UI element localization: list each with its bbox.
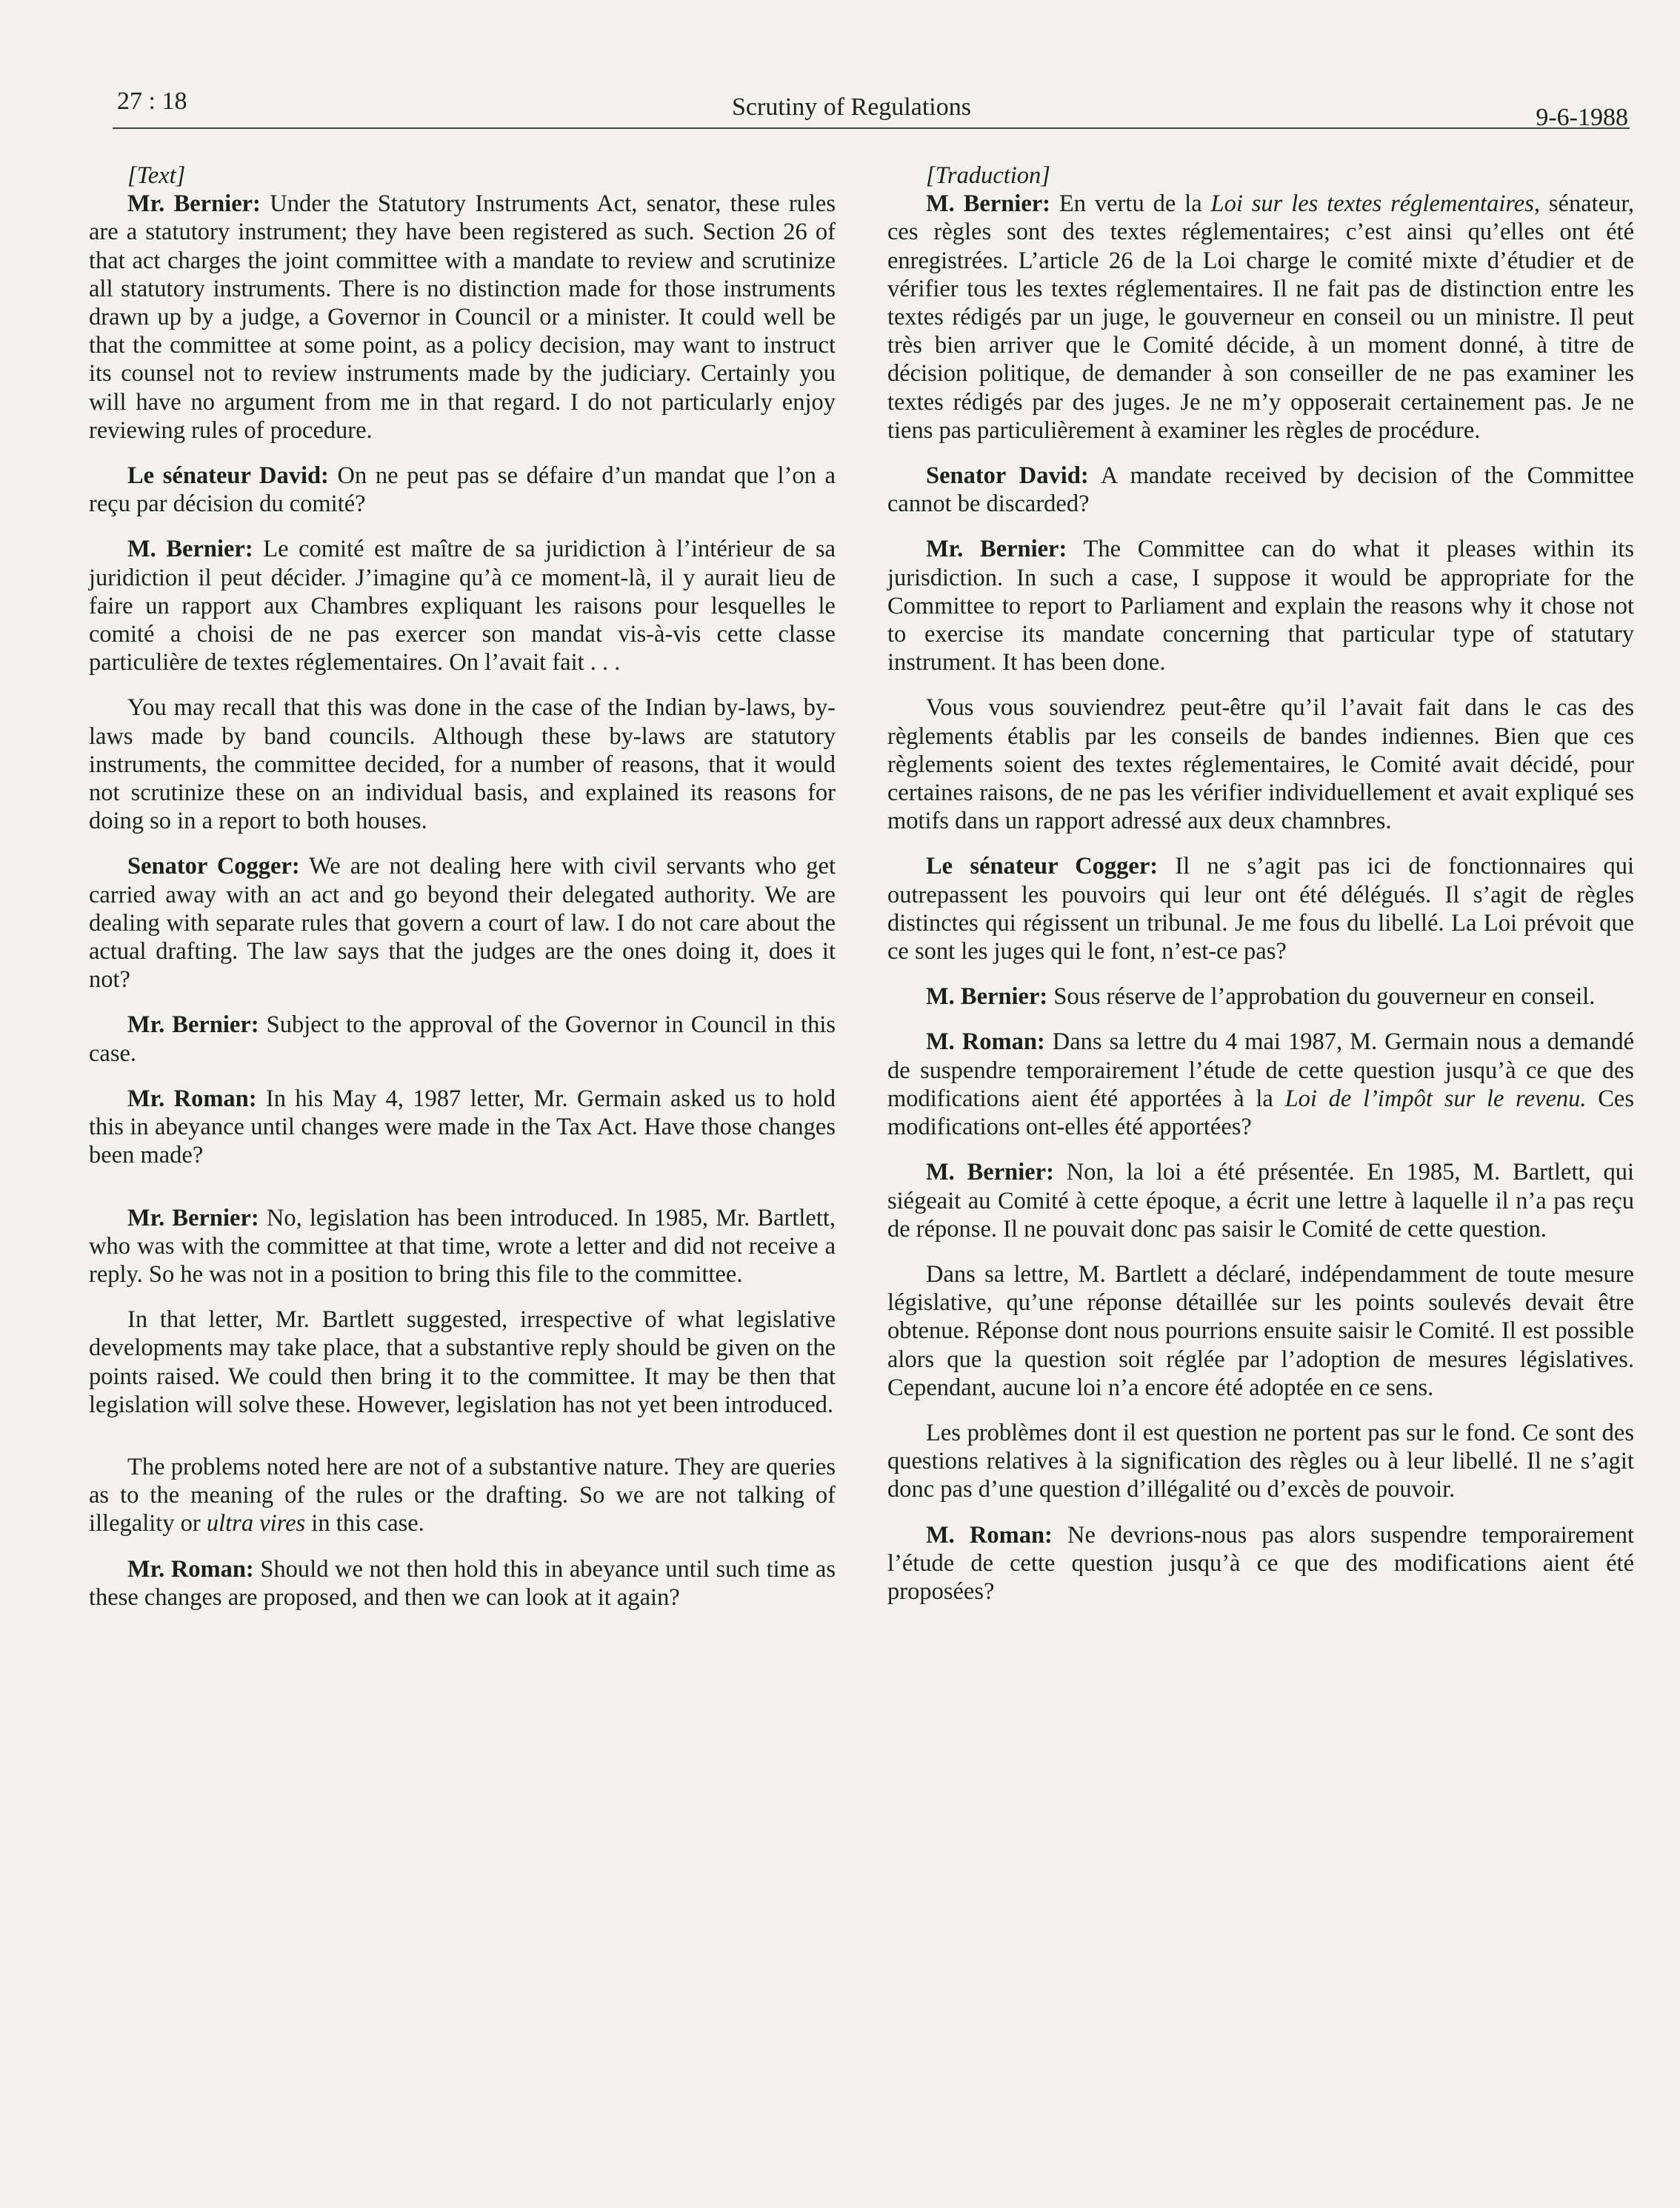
speaker: Mr. Bernier:: [127, 1011, 259, 1039]
french-column: [887, 162, 1634, 1623]
speaker: M. Bernier:: [127, 536, 253, 563]
page-number: 27 : 18: [117, 87, 187, 115]
paragraph: M. Bernier: Non, la loi a été présentée. En 1985, M. Bartlett, qui siégeait au Comité à cette époque, a écrit une lettre à laquelle il n’a pas reçu de réponse. Il ne pouvait donc pas saisir le Comité de cette question.: [887, 1159, 1634, 1243]
speaker: Le sénateur David:: [127, 462, 329, 490]
paragraph: You may recall that this was done in the case of the Indian by-laws, by-laws made by band councils. Although these by-laws are statutory instruments, the committee decided, for a number of reasons, that it would not scrutinize these on an individual basis, and explained its reasons for doing so in a report to both houses.: [89, 694, 836, 835]
page-header: [0, 0, 1680, 141]
speaker: Senator David:: [926, 462, 1089, 490]
speaker: M. Bernier:: [926, 1159, 1054, 1186]
sitting-date: 9-6-1988: [1536, 104, 1628, 131]
paragraph: M. Bernier: En vertu de la Loi sur les textes réglementaires, sénateur, ces règles sont des textes réglementaires; c’est ainsi qu’elles ont été enregistrées. L’article 26 de la Loi charge le comité mixte d’étudier et de vérifier tous les textes réglementaires. Il ne fait pas de distinction entre les textes rédigés par un juge, le gouverneur en conseil ou un ministre. Il peut très bien arriver que le Comité décide, à un moment donné, à titre de décision politique, de demander à son conseiller de ne pas examiner les textes rédigés par des juges. Je ne m’y opposerait certainement pas. Je ne tiens pas particulièrement à examiner les règles de procédure.: [887, 190, 1634, 444]
speaker: Senator Cogger:: [127, 853, 300, 880]
speaker: Mr. Roman:: [127, 1555, 254, 1583]
paragraph: Les problèmes dont il est question ne portent pas sur le fond. Ce sont des questions relatives à la signification des règles ou à leur libellé. Il ne s’agit donc pas d’une question d’illégalité ou d’excès de pouvoir.: [887, 1419, 1634, 1503]
running-title: Scrutiny of Regulations: [732, 93, 971, 121]
speaker: Mr. Roman:: [127, 1085, 257, 1112]
speaker: M. Roman:: [926, 1028, 1045, 1056]
paragraph: Le sénateur David: On ne peut pas se défaire d’un mandat que l’on a reçu par décision du comité?: [89, 462, 836, 518]
paragraph: M. Bernier: Le comité est maître de sa juridiction à l’intérieur de sa juridiction il peut décider. J’imagine qu’à ce moment-là, il y aurait lieu de faire un rapport aux Chambres expliquant les raisons pour lesquelles le comité a choisi de ne pas exercer son mandat vis-à-vis cette classe particulière de textes réglementaires. On l’avait fait . . .: [89, 536, 836, 676]
paragraph: Mr. Roman: Should we not then hold this in abeyance until such time as these changes are proposed, and then we can look at it again?: [89, 1555, 836, 1611]
paragraph: Le sénateur Cogger: Il ne s’agit pas ici de fonctionnaires qui outrepassent les pouvoirs qui leur ont été délégués. Il s’agit de règles distinctes qui régissent un tribunal. Je me fous du libellé. La Loi prévoit que ce sont les juges qui le font, n’est-ce pas?: [887, 853, 1635, 965]
speaker: M. Bernier:: [926, 190, 1051, 218]
language-marker: [Traduction]: [926, 162, 1050, 189]
paragraph: Senator David: A mandate received by decision of the Committee cannot be discarded?: [887, 462, 1634, 518]
language-marker: [Text]: [127, 162, 186, 189]
paragraph: M. Roman: Ne devrions-nous pas alors suspendre temporairement l’étude de cette question jusqu’à ce que des modifications aient été proposées?: [887, 1521, 1634, 1605]
header-rule: [113, 127, 1630, 129]
speaker: Mr. Bernier:: [926, 536, 1067, 563]
speaker: Mr. Bernier:: [127, 1204, 259, 1231]
paragraph: Mr. Bernier: Under the Statutory Instruments Act, senator, these rules are a statutory instrument; they have been registered as such. Section 26 of that act charges the joint committee with a mandate to review and scrutinize all statutory instruments. There is no distinction made for those instruments drawn up by a judge, a Governor in Council or a minister. It could well be that the committee at some point, as a policy decision, may want to instruct its counsel not to review instruments made by the judiciary. Certainly you will have no argument from me in that regard. I do not particularly enjoy reviewing rules of procedure.: [89, 190, 836, 444]
paragraph: The problems noted here are not of a substantive nature. They are queries as to the meaning of the rules or the drafting. So we are not talking of illegality or ultra vires in this case.: [89, 1453, 836, 1537]
paragraph: M. Bernier: Sous réserve de l’approbation du gouverneur en conseil.: [926, 983, 1596, 1011]
english-column: [89, 162, 836, 1629]
speaker: Mr. Bernier:: [127, 190, 261, 218]
paragraph: Mr. Bernier: The Committee can do what it pleases within its jurisdiction. In such a case, I suppose it would be appropriate for the Committee to report to Parliament and explain the reasons why it chose not to exercise its mandate concerning that particular type of statutary instrument. It has been done.: [887, 536, 1634, 676]
paragraph: Senator Cogger: We are not dealing here with civil servants who get carried away with an act and go beyond their delegated authority. We are dealing with separate rules that govern a court of law. I do not care about the actual drafting. The law says that the judges are the ones doing it, does it not?: [89, 853, 836, 994]
paragraph: Mr. Roman: In his May 4, 1987 letter, Mr. Germain asked us to hold this in abeyance until changes were made in the Tax Act. Have those changes been made?: [89, 1085, 836, 1169]
paragraph: M. Roman: Dans sa lettre du 4 mai 1987, M. Germain nous a demandé de suspendre temporairement l’étude de cette question jusqu’à ce que des modifications aient été apportées à la Loi de l’impôt sur le revenu. Ces modifications ont-elles été apportées?: [887, 1028, 1634, 1141]
speaker: M. Roman:: [926, 1521, 1053, 1549]
paragraph: Mr. Bernier: No, legislation has been introduced. In 1985, Mr. Bartlett, who was with the committee at that time, wrote a letter and did not receive a reply. So he was not in a position to bring this file to the committee.: [89, 1204, 836, 1288]
paragraph: In that letter, Mr. Bartlett suggested, irrespective of what legislative developments may take place, that a substantive reply should be given on the points raised. We could then bring it to the committee. It may be then that legislation will solve these. However, legislation has not yet been introduced.: [89, 1306, 836, 1418]
speaker: Le sénateur Cogger:: [926, 853, 1159, 880]
paragraph: Vous vous souviendrez peut-être qu’il l’avait fait dans le cas des règlements établis par les conseils de bandes indiennes. Bien que ces règlements soient des textes réglementaires, le Comité avait décidé, pour certaines raisons, de ne pas les vérifier individuellement et avait expliqué ses motifs dans un rapport adressé aux deux chamnbres.: [887, 694, 1634, 835]
paragraph: Mr. Bernier: Subject to the approval of the Governor in Council in this case.: [89, 1011, 836, 1067]
speaker: M. Bernier:: [926, 983, 1048, 1011]
paragraph: Dans sa lettre, M. Bartlett a déclaré, indépendamment de toute mesure législative, qu’une réponse détaillée sur les points soulevés devait être obtenue. Réponse dont nous pourrions ensuite saisir le Comité. Il est possible alors que la question soit réglée par l’adoption de mesures législatives. Cependant, aucune loi n’a encore été adoptée en ce sens.: [887, 1260, 1634, 1401]
